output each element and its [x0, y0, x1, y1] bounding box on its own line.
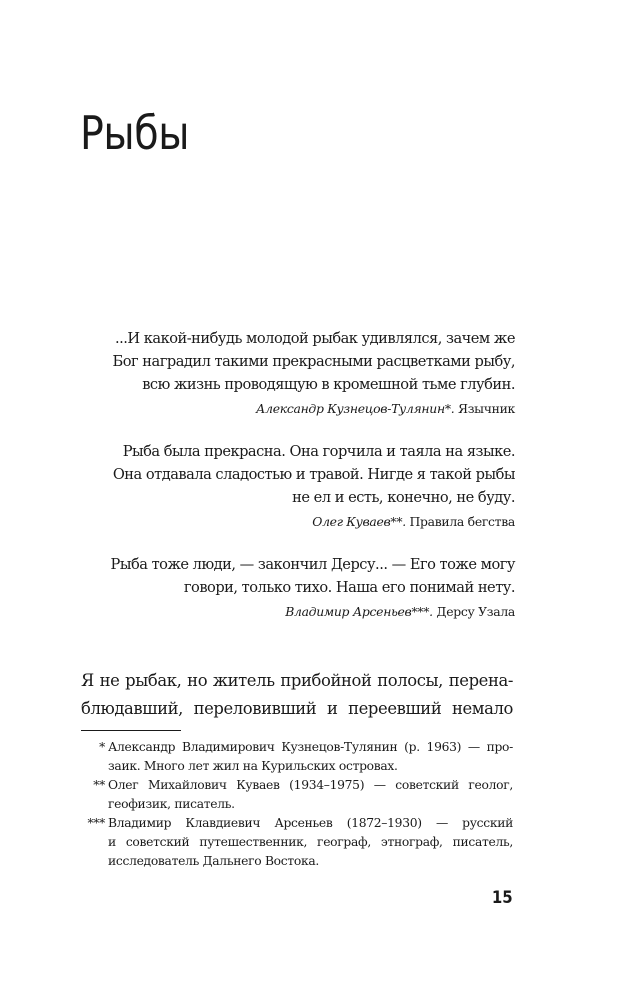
- footnote-line: Олег Михайлович Куваев (1934–1975) — советский геолог,: [108, 778, 513, 792]
- epigraph-line: говори, только тихо. Наша его понимай нету.: [183, 579, 515, 596]
- footnote-kuvaev: [81, 776, 513, 814]
- footnote-line: геофизик, писатель.: [108, 797, 235, 811]
- chapter-title: Рыбы: [80, 106, 190, 160]
- epigraph-work: Правила бегства: [405, 514, 515, 529]
- epigraph-line: не ел и есть, конечно, не буду.: [292, 489, 515, 506]
- epigraph-attribution: [75, 400, 515, 418]
- footnote-marker: ***: [87, 816, 105, 830]
- epigraph-author: Олег Куваев**.: [312, 514, 406, 529]
- footnote-separator: [81, 730, 181, 731]
- epigraph-attribution: [75, 513, 515, 531]
- epigraph-kuvaev: [75, 440, 515, 531]
- epigraph-line: ...И какой-нибудь молодой рыбак удивлялся, зачем же: [114, 330, 515, 347]
- epigraph-work: Дерсу Узала: [432, 604, 515, 619]
- epigraph-line: всю жизнь проводящую в кромешной тьме глубин.: [142, 376, 515, 393]
- page-number: 15: [492, 888, 513, 908]
- footnote-kuznetsov: [81, 738, 513, 776]
- footnote-line: Александр Владимирович Кузнецов-Тулянин (р. 1963) — про-: [108, 740, 513, 754]
- epigraph-kuznetsov: [75, 327, 515, 418]
- body-line: блюдавший, переловивший и переевший немало: [81, 699, 513, 718]
- footnote-line: Владимир Клавдиевич Арсеньев (1872–1930) — русский: [108, 816, 513, 830]
- epigraph-attribution: [75, 603, 515, 621]
- epigraph-line: Рыба была прекрасна. Она горчила и таяла на языке.: [122, 443, 515, 460]
- footnote-line: заик. Много лет жил на Курильских островах.: [108, 759, 398, 773]
- footnote-arsenyev: [81, 814, 513, 871]
- body-paragraph: [81, 667, 513, 723]
- footnote-marker: **: [93, 778, 105, 792]
- epigraph-line: Она отдавала сладостью и травой. Нигде я такой рыбы: [112, 466, 515, 483]
- epigraph-author: Александр Кузнецов-Тулянин*.: [256, 401, 455, 416]
- epigraph-author: Владимир Арсеньев***.: [285, 604, 433, 619]
- epigraph-work: Язычник: [454, 401, 515, 416]
- epigraph-line: Рыба тоже люди, — закончил Дерсу... — Его тоже могу: [110, 556, 515, 573]
- footnote-marker: *: [99, 740, 105, 754]
- body-line: Я не рыбак, но житель прибойной полосы, перена-: [81, 671, 513, 690]
- epigraphs: [75, 327, 515, 643]
- footnote-line: исследователь Дальнего Востока.: [108, 854, 320, 868]
- footnote-line: и советский путешественник, географ, этнограф, писатель,: [108, 835, 513, 849]
- epigraph-arsenyev: [75, 553, 515, 621]
- footnotes: [81, 738, 513, 871]
- epigraph-line: Бог наградил такими прекрасными расцветками рыбу,: [112, 353, 515, 370]
